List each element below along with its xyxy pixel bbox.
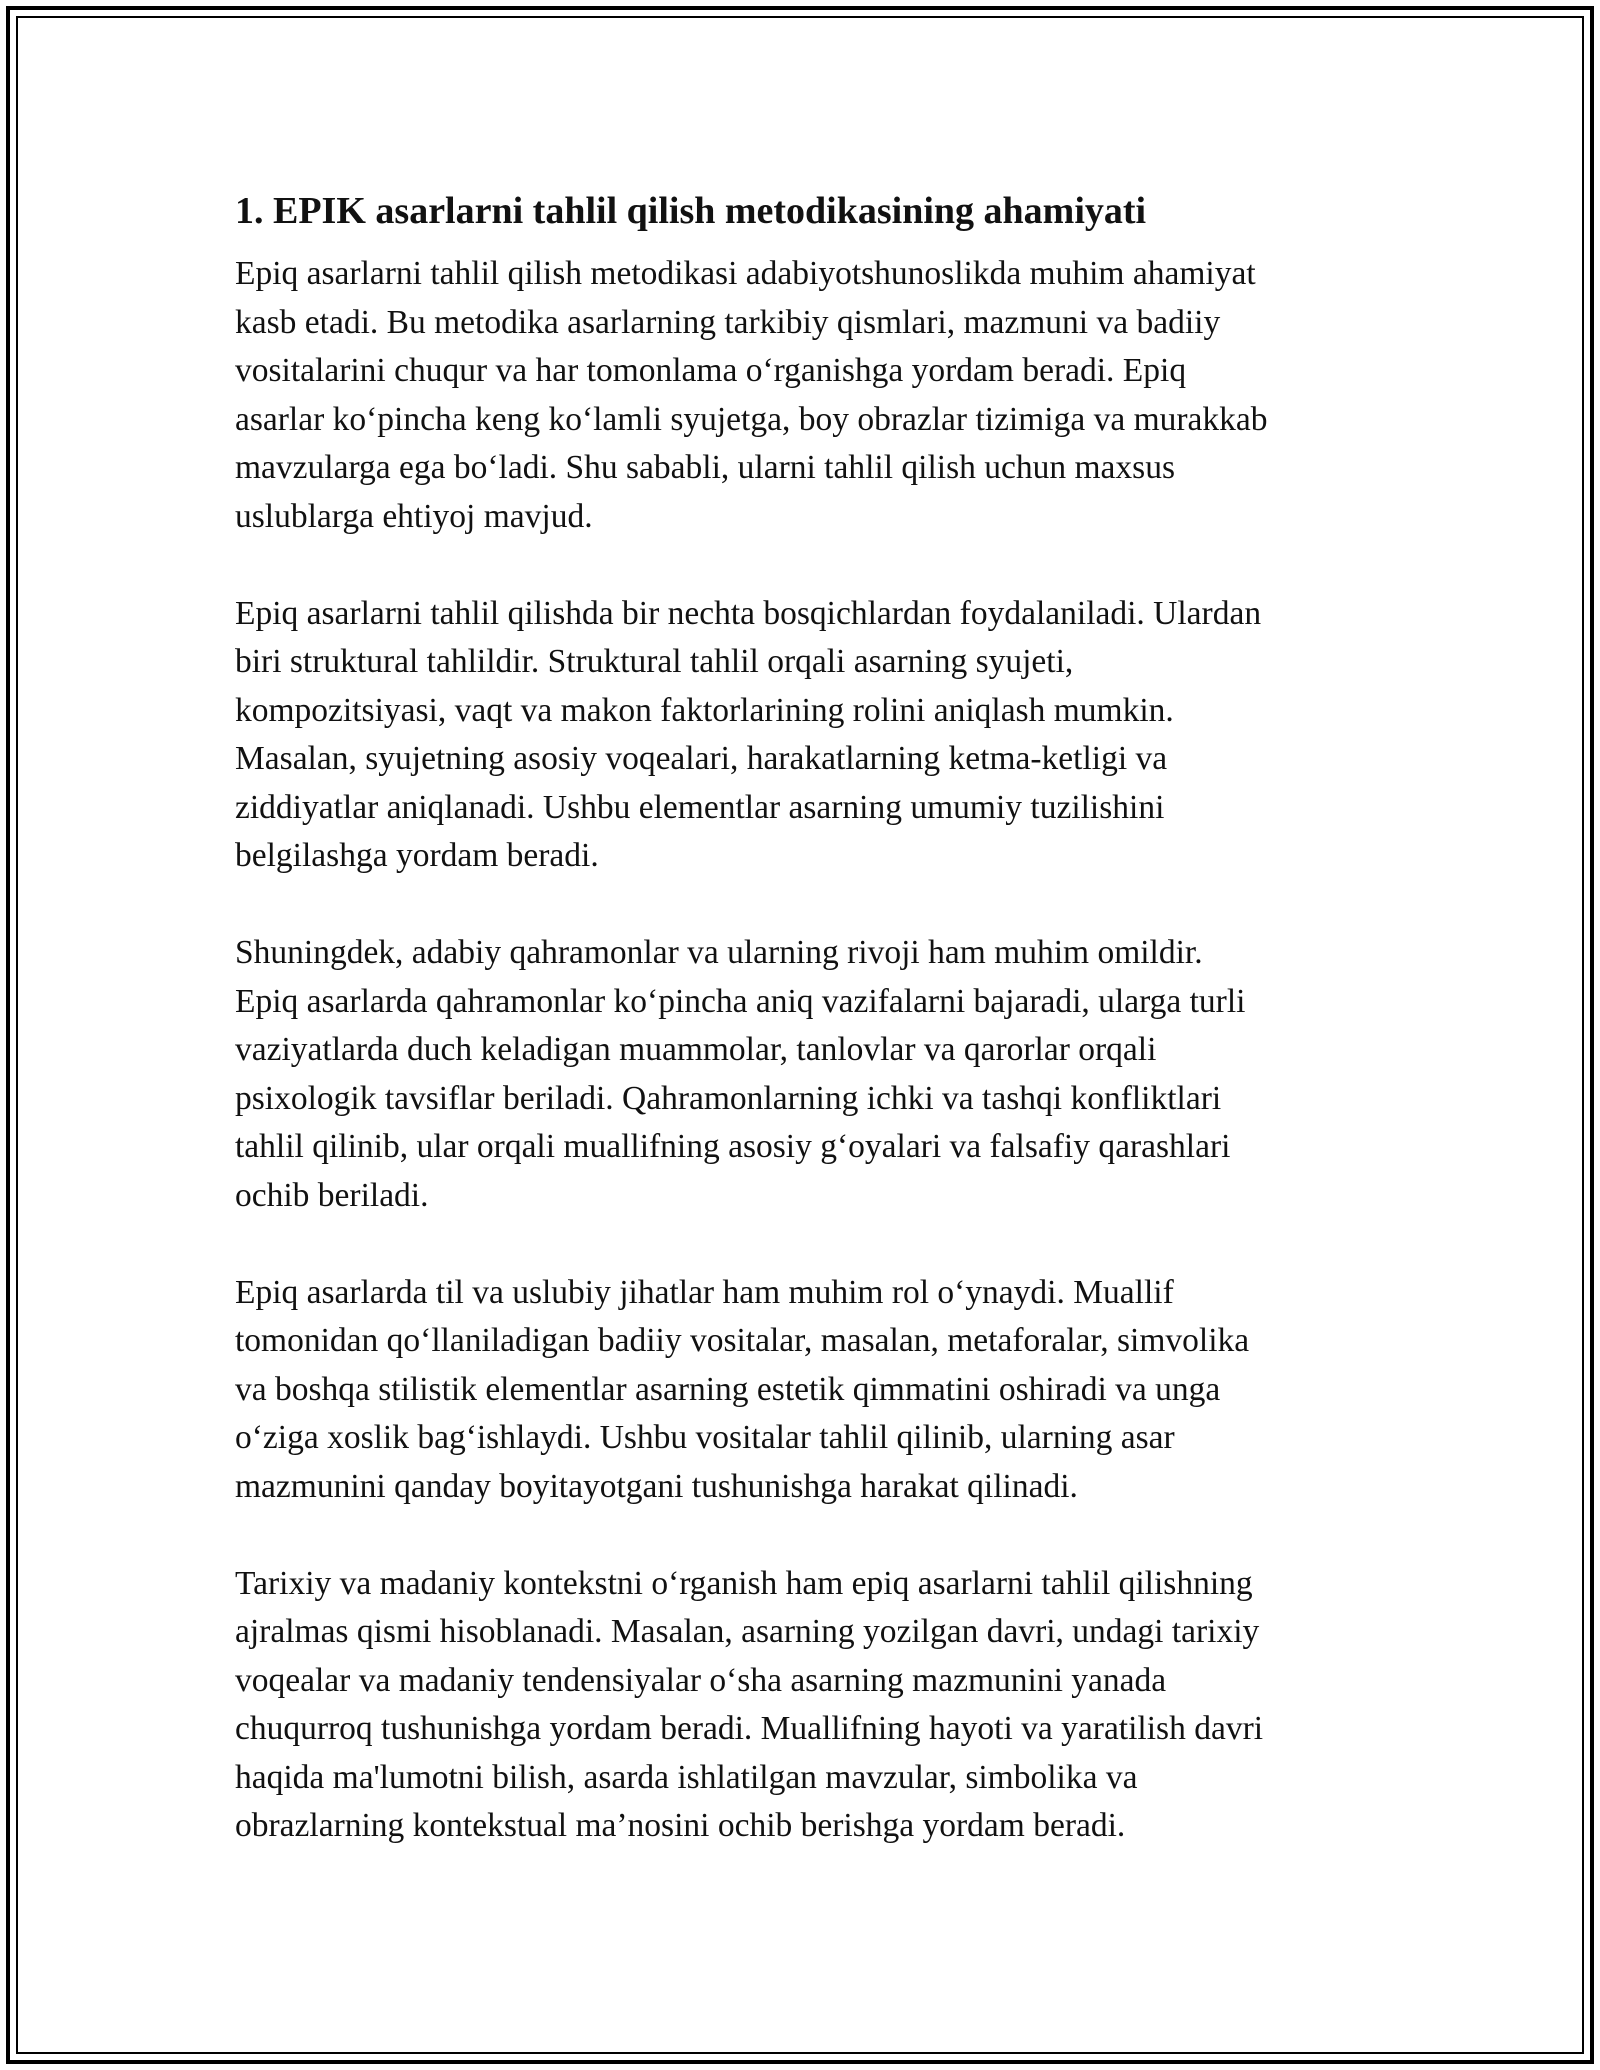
paragraph-1 xyxy=(235,250,1395,541)
paragraph-line: tahlil qilinib, ular orqali muallifning asosiy g‘oyalari va falsafiy qarashlari xyxy=(235,1128,1231,1165)
paragraph-line: ochib beriladi. xyxy=(235,1176,429,1214)
paragraph-line: obrazlarning kontekstual ma’nosini ochib berishga yordam beradi. xyxy=(235,1807,1126,1844)
paragraph-line: Epiq asarlarda qahramonlar ko‘pincha aniq vazifalarni bajaradi, ularga turli xyxy=(235,982,1246,1020)
paragraph-line: Shuningdek, adabiy qahramonlar va ularning rivoji ham muhim omildir. xyxy=(235,934,1203,971)
paragraph-5 xyxy=(235,1560,1395,1851)
paragraph-line: mazmunini qanday boyitayotgani tushunishga harakat qilinadi. xyxy=(235,1467,1078,1505)
paragraph-line: kompozitsiyasi, vaqt va makon faktorlarining rolini aniqlash mumkin. xyxy=(235,691,1174,729)
paragraph-line: Masalan, syujetning asosiy voqealari, harakatlarning ketma-ketligi va xyxy=(235,740,1168,777)
paragraph-line: chuqurroq tushunishga yordam beradi. Muallifning hayoti va yaratilish davri xyxy=(235,1710,1264,1747)
paragraph-2 xyxy=(235,590,1395,881)
paragraph-line: kasb etadi. Bu metodika asarlarning tarkibiy qismlari, mazmuni va badiiy xyxy=(235,303,1221,341)
paragraph-line: uslublarga ehtiyoj mavjud. xyxy=(235,497,593,535)
paragraph-line: Epiq asarlarni tahlil qilishda bir nechta bosqichlardan foydalaniladi. Ulardan xyxy=(235,594,1262,632)
section-heading: 1. EPIK asarlarni tahlil qilish metodikasining ahamiyati xyxy=(235,190,1147,232)
paragraph-line: va boshqa stilistik elementlar asarning estetik qimmatini oshiradi va unga xyxy=(235,1370,1221,1408)
paragraph-line: ajralmas qismi hisoblanadi. Masalan, asarning yozilgan davri, undagi tarixiy xyxy=(235,1613,1260,1650)
paragraph-line: asarlar ko‘pincha keng ko‘lamli syujetga, boy obrazlar tizimiga va murakkab xyxy=(235,400,1268,438)
paragraph-line: biri struktural tahlildir. Struktural tahlil orqali asarning syujeti, xyxy=(235,643,1074,680)
paragraph-line: ziddiyatlar aniqlanadi. Ushbu elementlar asarning umumiy tuzilishini xyxy=(235,788,1165,826)
paragraph-line: voqealar va madaniy tendensiyalar o‘sha asarning mazmunini yanada xyxy=(235,1661,1167,1699)
paragraph-line: psixologik tavsiflar beriladi. Qahramonlarning ichki va tashqi konfliktlari xyxy=(235,1079,1222,1117)
paragraph-line: Epiq asarlarni tahlil qilish metodikasi adabiyotshunoslikda muhim ahamiyat xyxy=(235,255,1256,292)
paragraph-line: tomonidan qo‘llaniladigan badiiy vositalar, masalan, metaforalar, simvolika xyxy=(235,1322,1250,1359)
paragraph-line: vaziyatlarda duch keladigan muammolar, tanlovlar va qarorlar orqali xyxy=(235,1031,1157,1068)
paragraph-line: Epiq asarlarda til va uslubiy jihatlar ham muhim rol o‘ynaydi. Muallif xyxy=(235,1273,1174,1311)
paragraph-line: Tarixiy va madaniy kontekstni o‘rganish ham epiq asarlarni tahlil qilishning xyxy=(235,1564,1253,1602)
paragraph-line: belgilashga yordam beradi. xyxy=(235,837,599,874)
paragraph-line: o‘ziga xoslik bag‘ishlaydi. Ushbu vositalar tahlil qilinib, ularning asar xyxy=(235,1419,1175,1456)
paragraph-line: vositalarini chuqur va har tomonlama o‘rganishga yordam beradi. Epiq xyxy=(235,352,1187,389)
paragraph-line: haqida ma'lumotni bilish, asarda ishlatilgan mavzular, simbolika va xyxy=(235,1758,1138,1796)
document-body xyxy=(235,186,1395,1899)
paragraph-3 xyxy=(235,929,1395,1220)
paragraph-4 xyxy=(235,1269,1395,1512)
paragraph-line: mavzularga ega bo‘ladi. Shu sababli, ularni tahlil qilish uchun maxsus xyxy=(235,449,1175,486)
